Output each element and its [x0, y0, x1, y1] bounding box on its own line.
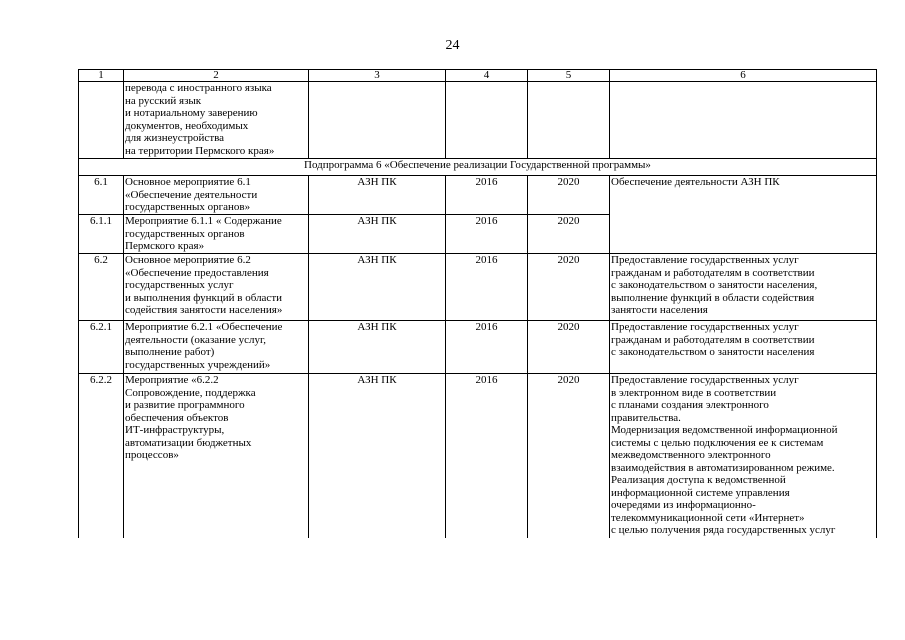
row-start-year: 2016: [446, 254, 528, 321]
row-executor: АЗН ПК: [309, 321, 446, 374]
row-name: Основное мероприятие 6.1 «Обеспечение деятельности государственных органов»: [124, 176, 309, 215]
col-6-header: 6: [610, 70, 877, 82]
row-end-year: 2020: [528, 321, 610, 374]
row-end-year: 2020: [528, 374, 610, 539]
continuation-row: [79, 82, 877, 159]
table-row: [79, 374, 877, 539]
row-number: 6.1.1: [79, 215, 124, 254]
row-executor: АЗН ПК: [309, 254, 446, 321]
row-name: Основное мероприятие 6.2 «Обеспечение предоставления государственных услуг и выполнения функций в области содействия занятости населения»: [124, 254, 309, 321]
row-executor: АЗН ПК: [309, 215, 446, 254]
col-3-header: 3: [309, 70, 446, 82]
table-row: [79, 176, 877, 215]
subprogram-row: [79, 159, 877, 176]
row-number: 6.1: [79, 176, 124, 215]
page-number: 24: [445, 38, 460, 53]
column-number-row: [79, 70, 877, 82]
subprogram-title: Подпрограмма 6 «Обеспечение реализации Государственной программы»: [79, 159, 877, 176]
program-table: [78, 69, 877, 538]
col-4-header: 4: [446, 70, 528, 82]
continuation-name: перевода с иностранного языка на русский язык и нотариальному заверению документов, необходимых для жизнеустройства на территории Пермского края»: [124, 82, 309, 159]
row-start-year: 2016: [446, 374, 528, 539]
row-result: Предоставление государственных услуг гражданам и работодателям в соответствии с законодательством о занятости населения: [610, 321, 877, 374]
row-name: Мероприятие 6.1.1 « Содержание государственных органов Пермского края»: [124, 215, 309, 254]
row-executor: АЗН ПК: [309, 374, 446, 539]
row-result: Обеспечение деятельности АЗН ПК: [610, 176, 877, 254]
row-number: 6.2: [79, 254, 124, 321]
row-end-year: 2020: [528, 176, 610, 215]
row-name: Мероприятие 6.2.1 «Обеспечение деятельности (оказание услуг, выполнение работ) государственных учреждений»: [124, 321, 309, 374]
row-end-year: 2020: [528, 254, 610, 321]
row-end-year: 2020: [528, 215, 610, 254]
row-result: Предоставление государственных услуг в электронном виде в соответствии с планами создания электронного правительства. Модернизация ведомственной информационной системы с целью подключения ее к системам межведомственного электронного взаимодействия в автоматизированном режиме. Реализация доступа к ведомственной информационной системе управления очередями из информационно- телекоммуникационной сети «Интернет» с целью получения ряда государственных услуг: [610, 374, 877, 539]
row-result: Предоставление государственных услуг гражданам и работодателям в соответствии с законодательством о занятости населения, выполнение функций в области содействия занятости населения: [610, 254, 877, 321]
row-start-year: 2016: [446, 321, 528, 374]
table-row: [79, 254, 877, 321]
col-2-header: 2: [124, 70, 309, 82]
table-row: [79, 321, 877, 374]
row-number: 6.2.2: [79, 374, 124, 539]
row-name: Мероприятие «6.2.2 Сопровождение, поддержка и развитие программного обеспечения объектов ИТ-инфраструктуры, автоматизации бюджетных процессов»: [124, 374, 309, 539]
row-start-year: 2016: [446, 215, 528, 254]
col-5-header: 5: [528, 70, 610, 82]
row-number: 6.2.1: [79, 321, 124, 374]
row-executor: АЗН ПК: [309, 176, 446, 215]
col-1-header: 1: [79, 70, 124, 82]
row-start-year: 2016: [446, 176, 528, 215]
